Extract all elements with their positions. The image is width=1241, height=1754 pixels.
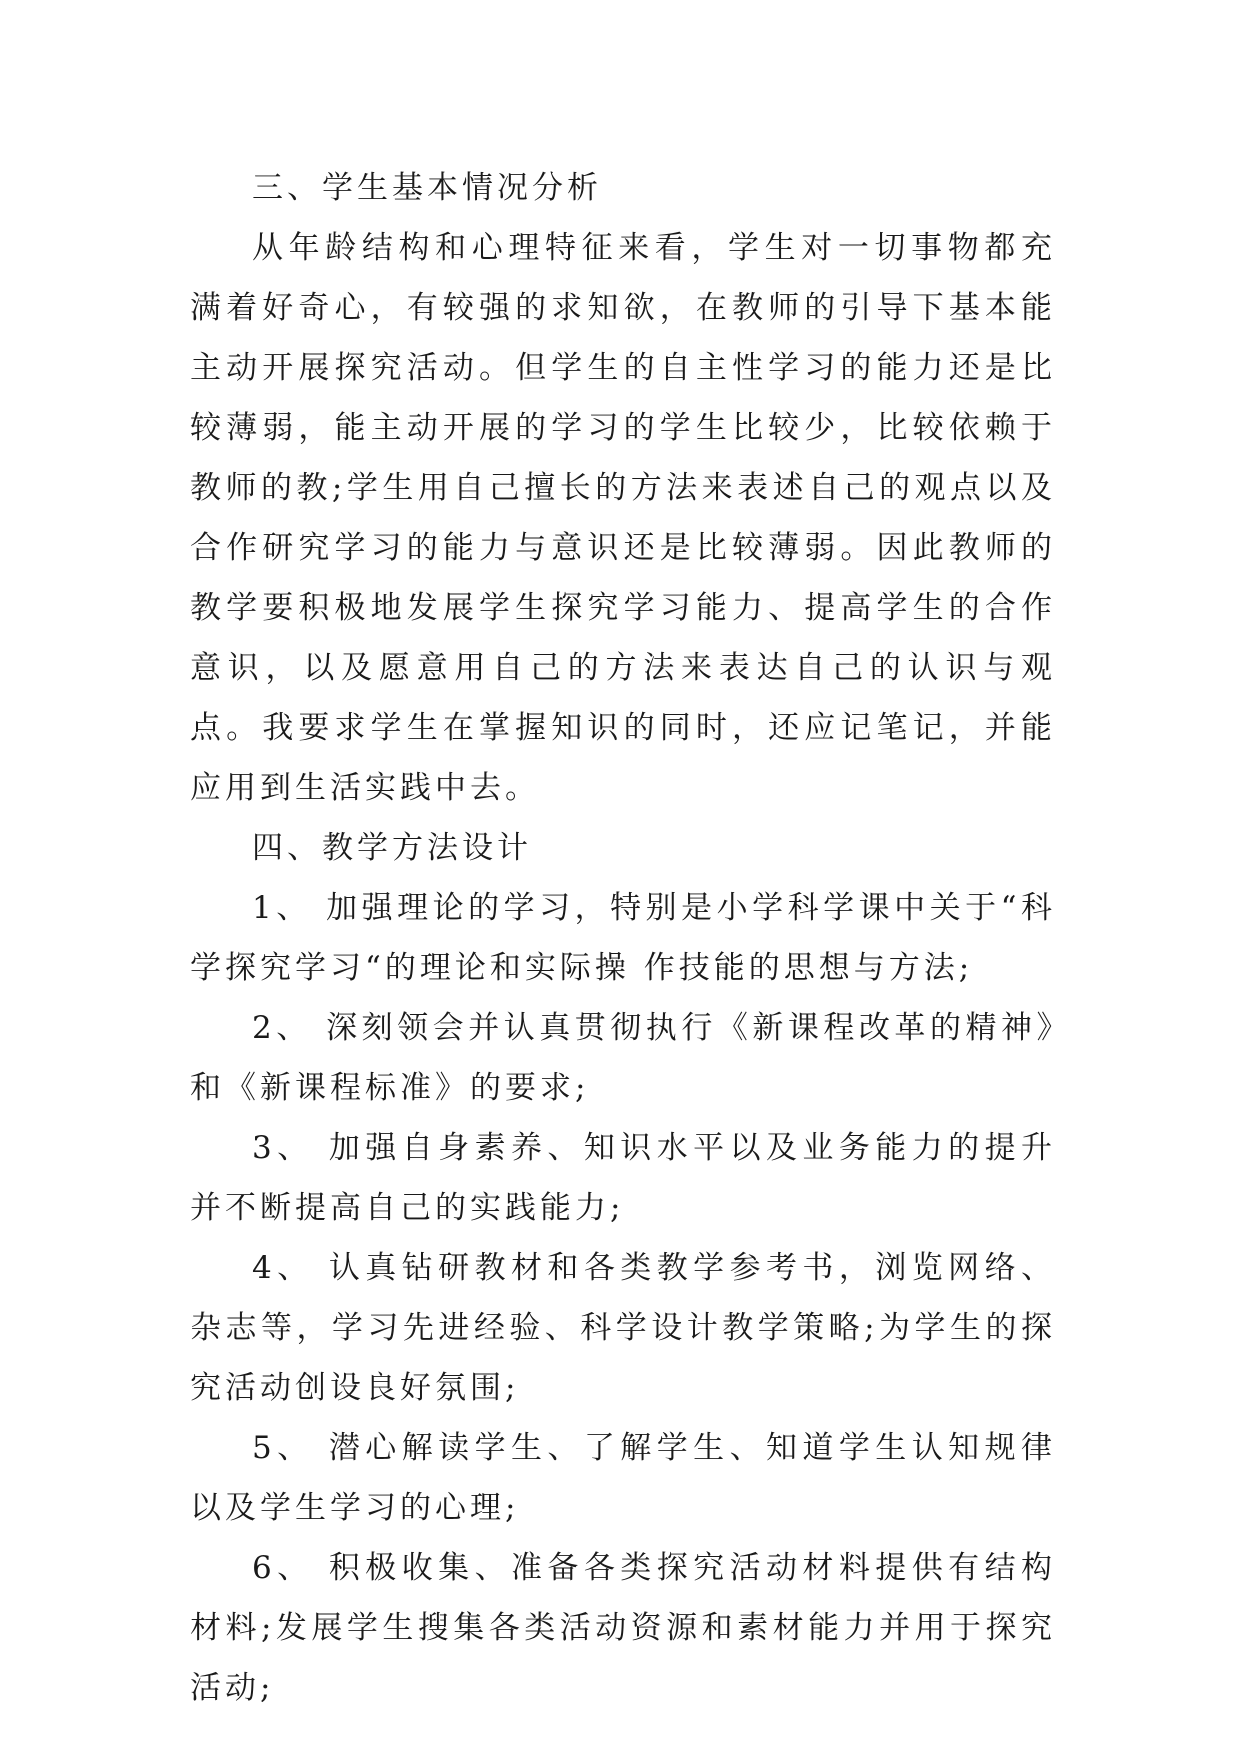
- section-3-paragraph: 从年龄结构和心理特征来看，学生对一切事物都充满着好奇心，有较强的求知欲，在教师的引导下基本能主动开展探究活动。但学生的自主性学习的能力还是比较薄弱，能主动开展的学习的学生比较少，比较依赖于教师的教;学生用自己擅长的方法来表述自己的观点以及合作研究学习的能力与意识还是比较薄弱。因此教师的教学要积极地发展学生探究学习能力、提高学生的合作意识，以及愿意用自己的方法来表达自己的认识与观点。我要求学生在掌握知识的同时，还应记笔记，并能应用到生活实践中去。: [190, 230, 1056, 806]
- section-3-heading: 三、学生基本情况分析: [252, 170, 602, 206]
- list-item-6: 6、 积极收集、准备各类探究活动材料提供有结构材料;发展学生搜集各类活动资源和素材能力并用于探究活动;: [190, 1550, 1056, 1706]
- list-item-1: 1、 加强理论的学习，特别是小学科学课中关于“科学探究学习“的理论和实际操 作技能的思想与方法;: [190, 890, 1056, 986]
- document-body: [190, 158, 1056, 1718]
- list-item-4: 4、 认真钻研教材和各类教学参考书，浏览网络、杂志等，学习先进经验、科学设计教学策略;为学生的探究活动创设良好氛围;: [190, 1250, 1056, 1406]
- list-item-5: 5、 潜心解读学生、了解学生、知道学生认知规律以及学生学习的心理;: [190, 1430, 1056, 1526]
- list-item-3: 3、 加强自身素养、知识水平以及业务能力的提升并不断提高自己的实践能力;: [190, 1130, 1056, 1226]
- section-4-heading: 四、教学方法设计: [252, 830, 532, 866]
- list-item-2: 2、 深刻领会并认真贯彻执行《新课程改革的精神》和《新课程标准》的要求;: [190, 1010, 1056, 1106]
